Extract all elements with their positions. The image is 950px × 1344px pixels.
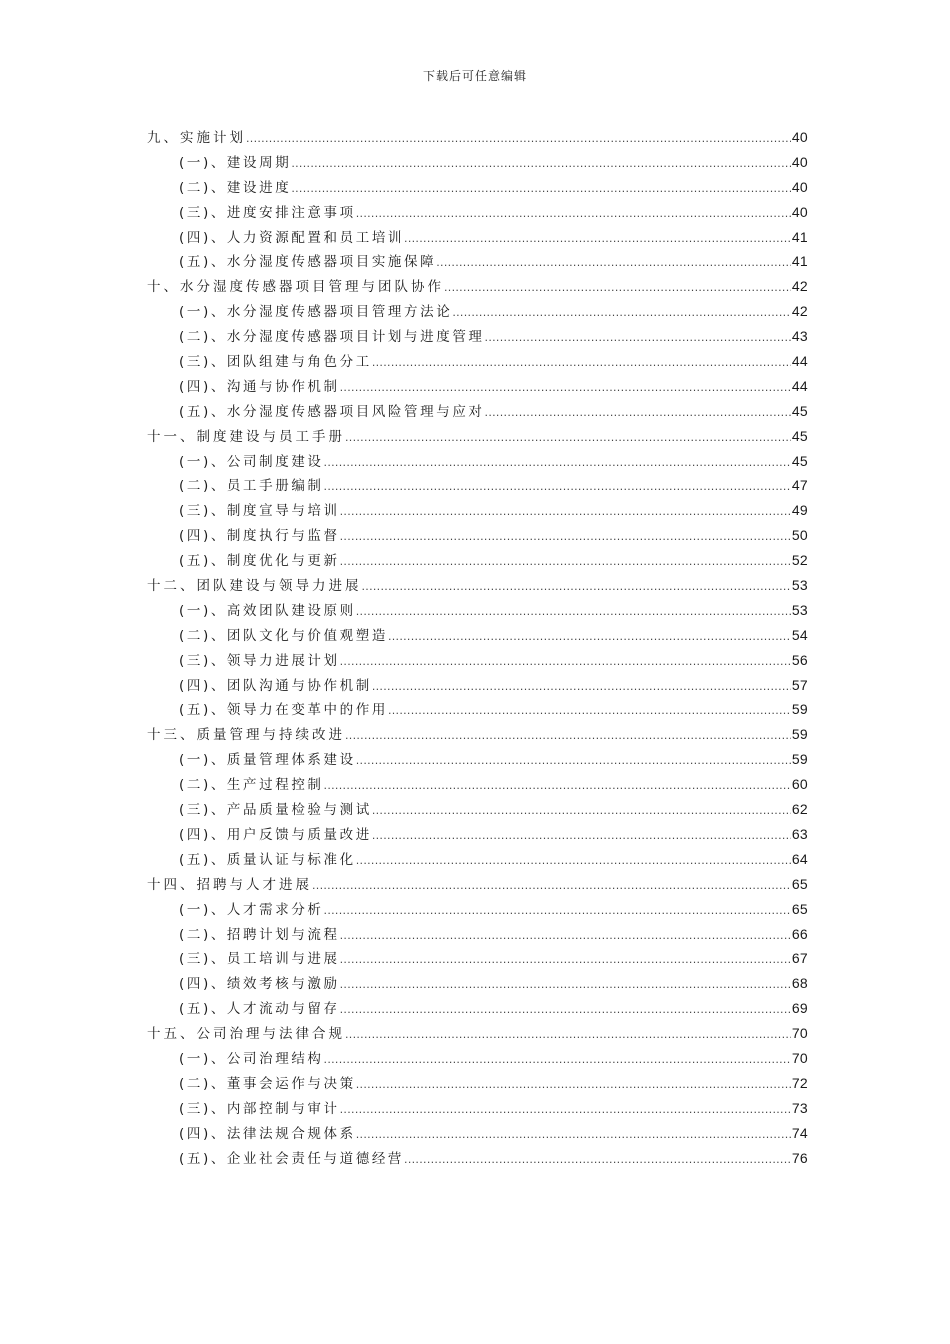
toc-dot-leader <box>340 500 791 525</box>
toc-entry-title: (三)、内部控制与审计 <box>179 1100 340 1117</box>
toc-page-number: 65 <box>791 875 808 892</box>
toc-section-entry[interactable] <box>147 922 808 947</box>
toc-page-number: 64 <box>791 850 808 867</box>
toc-section-entry[interactable] <box>147 449 808 474</box>
toc-page-number: 63 <box>791 825 808 842</box>
toc-section-entry[interactable] <box>147 897 808 922</box>
toc-entry-title: (一)、水分湿度传感器项目管理方法论 <box>179 304 453 321</box>
toc-dot-leader <box>340 948 791 973</box>
toc-page-number: 43 <box>791 328 808 345</box>
toc-page-number: 70 <box>791 1049 808 1066</box>
toc-entry-title: (四)、法律法规合规体系 <box>179 1125 356 1142</box>
toc-entry-title: 十四、招聘与人才进展 <box>147 876 312 893</box>
toc-section-entry[interactable] <box>147 598 808 623</box>
toc-section-entry[interactable] <box>147 797 808 822</box>
toc-page-number: 40 <box>791 178 808 195</box>
toc-entry-title: (四)、用户反馈与质量改进 <box>179 826 372 843</box>
toc-dot-leader <box>356 202 791 227</box>
toc-entry-title: (一)、高效团队建设原则 <box>179 602 356 619</box>
toc-section-entry[interactable] <box>147 1121 808 1146</box>
toc-dot-leader <box>340 924 791 949</box>
toc-page-number: 47 <box>791 477 808 494</box>
toc-dot-leader <box>356 849 791 874</box>
toc-page-number: 65 <box>791 900 808 917</box>
toc-section-entry[interactable] <box>147 996 808 1021</box>
toc-entry-title: (二)、建设进度 <box>179 179 292 196</box>
toc-page-number: 44 <box>791 353 808 370</box>
toc-dot-leader <box>372 824 791 849</box>
toc-section-entry[interactable] <box>147 473 808 498</box>
toc-page-number: 40 <box>791 129 808 145</box>
toc-section-entry[interactable] <box>147 747 808 772</box>
toc-chapter-entry[interactable] <box>147 424 808 449</box>
toc-dot-leader <box>436 251 791 276</box>
toc-page-number: 66 <box>791 925 808 942</box>
toc-dot-leader <box>372 799 791 824</box>
toc-section-entry[interactable] <box>147 946 808 971</box>
toc-entry-title: 十五、公司治理与法律合规 <box>147 1026 345 1043</box>
toc-dot-leader <box>324 774 791 799</box>
toc-entry-title: (一)、质量管理体系建设 <box>179 752 356 769</box>
toc-dot-leader <box>312 874 791 899</box>
toc-page-number: 57 <box>791 676 808 693</box>
toc-chapter-entry[interactable] <box>147 125 808 150</box>
toc-page-number: 72 <box>791 1074 808 1091</box>
toc-page-number: 40 <box>791 153 808 170</box>
toc-dot-leader <box>362 575 791 600</box>
toc-entry-title: (三)、进度安排注意事项 <box>179 204 356 221</box>
toc-dot-leader <box>340 525 791 550</box>
toc-dot-leader <box>324 475 791 500</box>
toc-entry-title: (四)、绩效考核与激励 <box>179 976 340 993</box>
toc-section-entry[interactable] <box>147 498 808 523</box>
toc-section-entry[interactable] <box>147 1046 808 1071</box>
toc-dot-leader <box>404 1148 791 1173</box>
toc-dot-leader <box>324 451 791 476</box>
toc-page-number: 45 <box>791 427 808 444</box>
toc-page-number: 60 <box>791 776 808 793</box>
toc-entry-title: (五)、领导力在变革中的作用 <box>179 702 388 719</box>
toc-page-number: 45 <box>791 452 808 469</box>
toc-chapter-entry[interactable] <box>147 722 808 747</box>
toc-section-entry[interactable] <box>147 1071 808 1096</box>
toc-entry-title: (四)、沟通与协作机制 <box>179 378 340 395</box>
toc-page-number: 50 <box>791 527 808 544</box>
toc-entry-title: (四)、人力资源配置和员工培训 <box>179 229 405 246</box>
toc-section-entry[interactable] <box>147 847 808 872</box>
toc-dot-leader <box>444 276 791 301</box>
toc-entry-title: (五)、制度优化与更新 <box>179 553 340 570</box>
toc-section-entry[interactable] <box>147 523 808 548</box>
toc-dot-leader <box>340 998 791 1023</box>
toc-dot-leader <box>356 749 791 774</box>
toc-page-number: 41 <box>791 253 808 270</box>
toc-dot-leader <box>340 973 791 998</box>
toc-page-number: 69 <box>791 1000 808 1017</box>
toc-dot-leader <box>356 1123 791 1148</box>
toc-page-number: 41 <box>791 228 808 245</box>
toc-entry-title: (五)、质量认证与标准化 <box>179 851 356 868</box>
toc-entry-title: (五)、企业社会责任与道德经营 <box>179 1150 405 1167</box>
toc-dot-leader <box>356 600 791 625</box>
toc-chapter-entry[interactable] <box>147 274 808 299</box>
toc-dot-leader <box>324 899 791 924</box>
toc-page-number: 59 <box>791 751 808 768</box>
toc-page-number: 67 <box>791 950 808 967</box>
toc-section-entry[interactable] <box>147 399 808 424</box>
toc-section-entry[interactable] <box>147 1146 808 1171</box>
toc-section-entry[interactable] <box>147 697 808 722</box>
toc-dot-leader <box>388 699 791 724</box>
toc-dot-leader <box>345 724 791 749</box>
toc-chapter-entry[interactable] <box>147 573 808 598</box>
toc-entry-title: (一)、公司制度建设 <box>179 453 324 470</box>
toc-dot-leader <box>340 650 791 675</box>
toc-section-entry[interactable] <box>147 249 808 274</box>
toc-entry-title: (四)、团队沟通与协作机制 <box>179 677 372 694</box>
toc-chapter-entry[interactable] <box>147 872 808 897</box>
toc-page-number: 40 <box>791 203 808 220</box>
toc-page-number: 59 <box>791 701 808 718</box>
toc-dot-leader <box>340 376 791 401</box>
toc-dot-leader <box>291 177 790 202</box>
toc-section-entry[interactable] <box>147 225 808 250</box>
toc-dot-leader <box>291 152 790 177</box>
toc-entry-title: 九、实施计划 <box>147 130 246 146</box>
toc-section-entry[interactable] <box>147 200 808 225</box>
toc-section-entry[interactable] <box>147 1096 808 1121</box>
toc-page-number: 54 <box>791 626 808 643</box>
toc-section-entry[interactable] <box>147 349 808 374</box>
toc-entry-title: (四)、制度执行与监督 <box>179 528 340 545</box>
toc-page-number: 76 <box>791 1149 808 1166</box>
toc-dot-leader <box>324 1048 791 1073</box>
toc-page-number: 59 <box>791 726 808 743</box>
toc-section-entry[interactable] <box>147 623 808 648</box>
toc-section-entry[interactable] <box>147 324 808 349</box>
toc-entry-title: (二)、生产过程控制 <box>179 777 324 794</box>
toc-entry-title: (二)、员工手册编制 <box>179 478 324 495</box>
toc-page-number: 62 <box>791 801 808 818</box>
toc-entry-title: (一)、人才需求分析 <box>179 901 324 918</box>
toc-page-number: 68 <box>791 975 808 992</box>
toc-section-entry[interactable] <box>147 150 808 175</box>
toc-page-number: 56 <box>791 651 808 668</box>
toc-dot-leader <box>345 426 791 451</box>
toc-dot-leader <box>340 1098 791 1123</box>
toc-section-entry[interactable] <box>147 548 808 573</box>
toc-dot-leader <box>372 351 791 376</box>
toc-dot-leader <box>356 1073 791 1098</box>
toc-page-number: 53 <box>791 577 808 594</box>
toc-section-entry[interactable] <box>147 648 808 673</box>
toc-entry-title: 十、水分湿度传感器项目管理与团队协作 <box>147 279 444 296</box>
toc-entry-title: (二)、董事会运作与决策 <box>179 1075 356 1092</box>
toc-dot-leader <box>388 625 791 650</box>
toc-dot-leader <box>452 301 790 326</box>
toc-entry-title: 十二、团队建设与领导力进展 <box>147 578 362 595</box>
toc-page-number: 44 <box>791 377 808 394</box>
toc-entry-title: (五)、水分湿度传感器项目实施保障 <box>179 254 437 271</box>
toc-page-number: 52 <box>791 552 808 569</box>
toc-entry-title: (三)、团队组建与角色分工 <box>179 354 372 371</box>
toc-page-number: 49 <box>791 502 808 519</box>
toc-dot-leader <box>404 227 791 252</box>
toc-section-entry[interactable] <box>147 299 808 324</box>
toc-entry-title: (二)、团队文化与价值观塑造 <box>179 627 388 644</box>
toc-dot-leader <box>345 1023 791 1048</box>
toc-dot-leader <box>485 401 791 426</box>
toc-entry-title: (三)、员工培训与进展 <box>179 951 340 968</box>
toc-page-number: 70 <box>791 1025 808 1042</box>
toc-page-number: 42 <box>791 303 808 320</box>
toc-entry-title: 十一、制度建设与员工手册 <box>147 428 345 445</box>
toc-entry-title: 十三、质量管理与持续改进 <box>147 727 345 744</box>
toc-section-entry[interactable] <box>147 971 808 996</box>
page-header: 下载后可任意编辑 <box>422 69 527 83</box>
toc-entry-title: (三)、产品质量检验与测试 <box>179 802 372 819</box>
toc-section-entry[interactable] <box>147 673 808 698</box>
toc-entry-title: (三)、制度宣导与培训 <box>179 503 340 520</box>
toc-page-number: 42 <box>791 278 808 295</box>
toc-entry-title: (一)、公司治理结构 <box>179 1050 324 1067</box>
toc-entry-title: (五)、人才流动与留存 <box>179 1001 340 1018</box>
toc-section-entry[interactable] <box>147 374 808 399</box>
toc-dot-leader <box>246 127 791 152</box>
toc-entry-title: (五)、水分湿度传感器项目风险管理与应对 <box>179 403 485 420</box>
table-of-contents <box>147 125 808 1170</box>
toc-entry-title: (二)、水分湿度传感器项目计划与进度管理 <box>179 329 485 346</box>
toc-entry-title: (一)、建设周期 <box>179 154 292 171</box>
toc-chapter-entry[interactable] <box>147 1021 808 1046</box>
toc-entry-title: (三)、领导力进展计划 <box>179 652 340 669</box>
toc-dot-leader <box>340 550 791 575</box>
toc-page-number: 73 <box>791 1099 808 1116</box>
toc-page-number: 53 <box>791 601 808 618</box>
toc-dot-leader <box>372 675 791 700</box>
toc-entry-title: (二)、招聘计划与流程 <box>179 926 340 943</box>
toc-page-number: 45 <box>791 402 808 419</box>
toc-dot-leader <box>485 326 791 351</box>
toc-page-number: 74 <box>791 1124 808 1141</box>
toc-section-entry[interactable] <box>147 772 808 797</box>
toc-section-entry[interactable] <box>147 822 808 847</box>
toc-section-entry[interactable] <box>147 175 808 200</box>
